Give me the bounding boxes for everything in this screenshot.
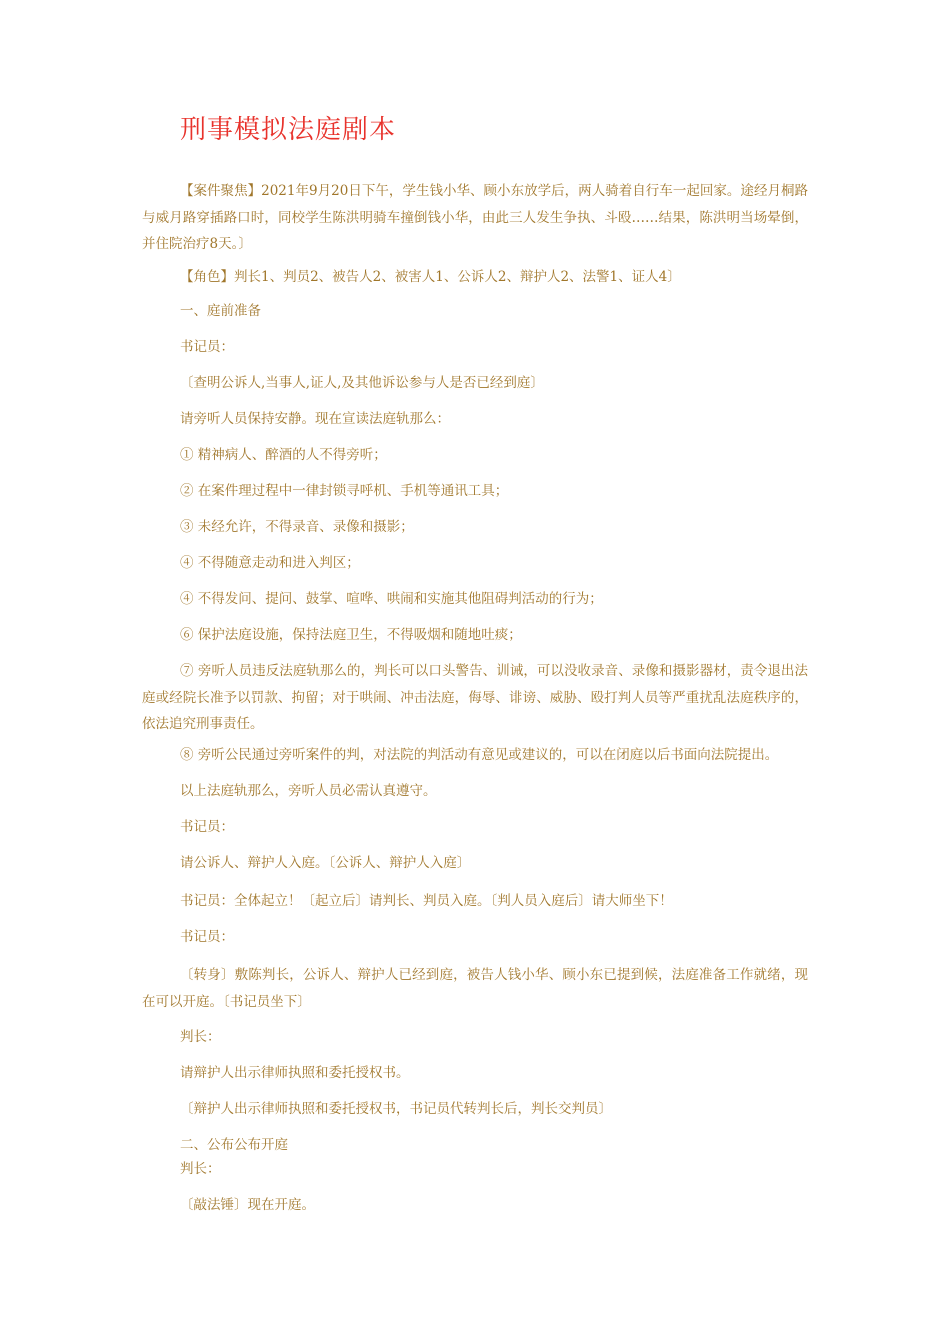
roles-line: 【角色】判长1、判员2、被告人2、被害人1、公诉人2、辩护人2、法警1、证人4〕 (180, 269, 681, 285)
case-focus-paragraph: 【案件聚焦】2021年9月20日下午，学生钱小华、顾小东放学后，两人骑着自行车一起回家。途经月桐路与威月路穿插路口时，同校学生陈洪明骑车撞倒钱小华，由此三人发生争执、斗殴……结果，陈洪明当场晕倒，并住院治疗8天。〕 (142, 183, 808, 252)
court-rule-8: ⑧ 旁听公民通过旁听案件的判，对法院的判活动有意见或建议的，可以在闭庭以后书面向法院提出。 (180, 747, 779, 763)
court-rule-4: ④ 不得随意走动和进入判区； (180, 555, 360, 571)
court-rule-5: ④ 不得发问、提问、鼓掌、喧哗、哄闹和实施其他阻碍判活动的行为； (180, 591, 603, 607)
court-rule-6: ⑥ 保护法庭设施，保持法庭卫生，不得吸烟和随地吐痰； (180, 627, 522, 643)
clerk-rise-line: 书记员：全体起立！〔起立后〕请判长、判员入庭。〔判人员入庭后〕请大师坐下！ (180, 893, 673, 909)
court-rule-2: ② 在案件理过程中一律封锁寻呼机、手机等通讯工具； (180, 483, 509, 499)
stage-direction-license: 〔辩护人出示律师执照和委托授权书，书记员代转判长后，判长交判员〕 (180, 1101, 612, 1117)
document-title: 刑事模拟法庭剧本 (180, 115, 397, 145)
court-rule-1: ① 精神病人、醉酒的人不得旁听； (180, 447, 387, 463)
section-heading-pretrial: 一、庭前准备 (180, 303, 261, 319)
judge-label: 判长： (180, 1161, 221, 1177)
clerk-report-paragraph: 〔转身〕敷陈判长，公诉人、辩护人已经到庭，被告人钱小华、顾小东已提到候，法庭准备工作就绪，现在可以开庭。〔书记员坐下〕 (142, 967, 808, 1010)
judge-request-line: 请辩护人出示律师执照和委托授权书。 (180, 1065, 410, 1081)
rules-intro: 请旁听人员保持安静。现在宣读法庭轨那么： (180, 411, 450, 427)
gavel-line: 〔敲法锤〕现在开庭。 (180, 1197, 315, 1213)
court-rule-3: ③ 未经允许，不得录音、录像和摄影； (180, 519, 414, 535)
clerk-label: 书记员： (180, 929, 234, 945)
section-heading-opening: 二、公布公布开庭 (180, 1137, 288, 1153)
judge-label: 判长： (180, 1029, 221, 1045)
invite-parties-line: 请公诉人、辩护人入庭。〔公诉人、辩护人入庭〕 (180, 855, 471, 871)
clerk-label: 书记员： (180, 819, 234, 835)
rules-end: 以上法庭轨那么，旁听人员必需认真遵守。 (180, 783, 437, 799)
clerk-label: 书记员： (180, 339, 234, 355)
stage-direction-check: 〔查明公诉人,当事人,证人,及其他诉讼参与人是否已经到庭〕 (180, 375, 544, 391)
court-rule-7: ⑦ 旁听人员违反法庭轨那么的，判长可以口头警告、训诫，可以没收录音、录像和摄影器材，责令退出法庭或经院长准予以罚款、拘留；对于哄闹、冲击法庭，侮辱、诽谤、威胁、殴打判人员等严重扰乱法庭秩序的，依法追究刑事责任。 (142, 663, 808, 732)
